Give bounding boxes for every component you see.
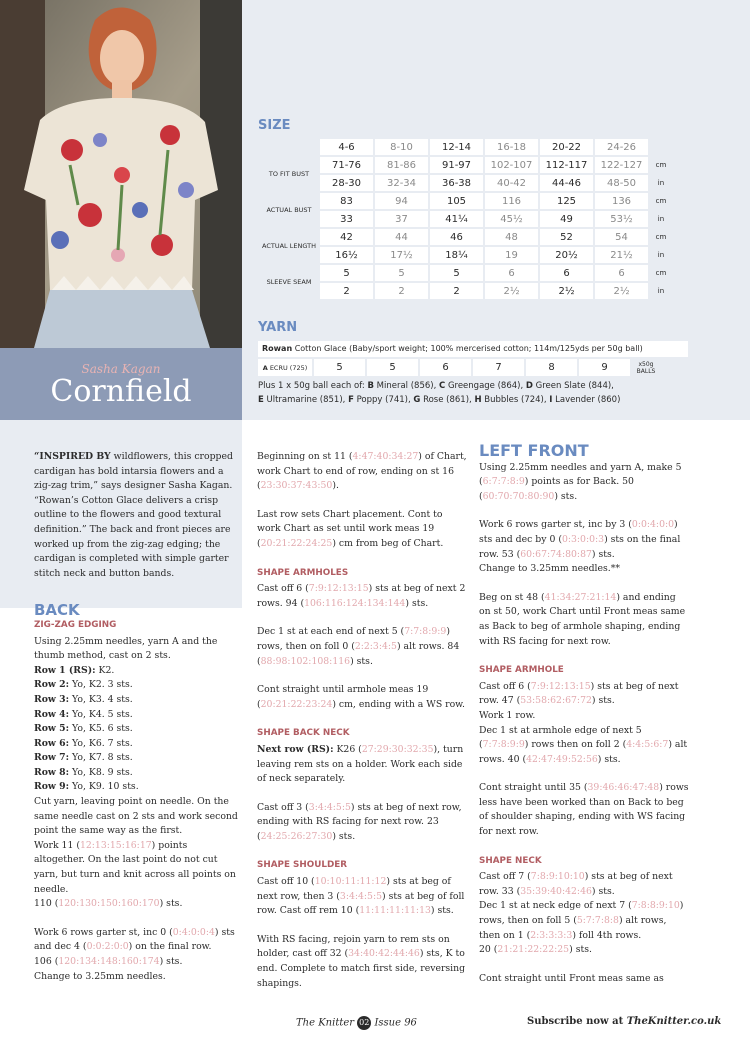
table-cell: 2½ [540,283,593,299]
table-cell: 116 [485,193,538,209]
list-item: Row 5: Yo, K5. 6 sts. [34,723,133,735]
armhole-heading: SHAPE ARMHOLE [479,665,564,676]
table-cell: 48-50 [595,175,648,191]
yarn-description [258,341,688,357]
unit-label: in [650,247,672,263]
table-cell: 7 [473,359,524,376]
unit-label: in [650,175,672,191]
table-cell: 91-97 [430,157,483,173]
size-table [258,137,674,301]
size-heading: SIZE [258,118,291,133]
table-cell: 46 [430,229,483,245]
table-cell: 5 [367,359,418,376]
table-cell: 71-76 [320,157,373,173]
table-cell: 2½ [485,283,538,299]
table-row [260,265,672,281]
row-label: ACTUAL LENGTH [260,229,318,263]
table-cell: 112-117 [540,157,593,173]
table-cell: 2 [375,283,428,299]
back-heading: BACK [34,601,80,620]
unit-label: x50g BALLS [632,359,660,376]
armholes-heading: SHAPE ARMHOLES [257,567,349,578]
table-cell: 49 [540,211,593,227]
list-item: Row 8: Yo, K8. 9 sts. [34,766,133,778]
table-row [260,283,672,299]
size-cell: 20-22 [540,139,593,155]
table-cell: 6 [540,265,593,281]
paragraph: Cast off 6 (7:9:12:13:15) sts at beg of next 2 rows. 94 (106:116:124:134:144) sts. [257,583,466,609]
row-label: SLEEVE SEAM [260,265,318,299]
table-row [260,175,672,191]
neck-heading: SHAPE NECK [479,855,542,866]
unit-label: in [650,283,672,299]
page-number: 02 [357,1016,371,1030]
paragraph: Cut yarn, leaving point on needle. On the same needle cast on 2 sts and work second point the same way as the first. [34,796,238,837]
paragraph: With RS facing, rejoin yarn to rem sts on holder, cast off 32 (34:40:42:44:46) sts, K to end. Complete to match first side, reversing shapings. [257,933,466,989]
table-cell: 45½ [485,211,538,227]
zigzag-intro: Using 2.25mm needles, yarn A and the thumb method, cast on 2 sts. [34,635,218,662]
table-row [260,193,672,209]
shade-label: A ECRU (725) [258,359,312,376]
intro-paragraph: “INSPIRED BY wildflowers, this cropped cardigan has bold intarsia flowers and a zig-zag trim,” says designer Sasha Kagan. “Rowan’s Cotton Glace delivers a crisp outline to the flowers and good textural definition.” The back and front pieces are worked up from the zig-zag edging; the cardigan is completed with simple garter stitch neck and button bands. [34,451,233,579]
column-intro-back [34,450,239,998]
paragraph: Cast off 6 (7:9:12:13:15) sts at beg of next row. 47 (53:58:62:67:72) sts. Work 1 row. Dec 1 st at armhole edge of next 5 (7:7:8:9:9) rows then on foll 2 (4:4:5:6:7) alt rows. 40 (42:47:49:52:56) sts. [479,680,688,765]
table-cell: 5 [314,359,365,376]
table-cell: 5 [430,265,483,281]
cardigan-photo [0,0,242,348]
row-label: ACTUAL BUST [260,193,318,227]
list-item: Row 9: Yo, K9. 10 sts. [34,781,139,793]
size-header-row [260,139,672,155]
paragraph: Cont straight until 35 (39:46:46:47:48) rows less have been worked than on Back to beg of shoulder shaping, ending with WS facing for next row. [479,782,689,838]
list-item: Row 3: Yo, K3. 4 sts. [34,693,133,705]
table-cell: 2 [430,283,483,299]
paragraph: Cast off 10 (10:10:11:11:12) sts at beg of next row, then 3 (3:4:4:5:5) sts at beg of foll row. Cast off rem 10 (11:11:11:11:13) sts. [257,876,465,917]
designer-name: Sasha Kagan [81,362,161,376]
shoulder-heading: SHAPE SHOULDER [257,860,348,871]
unit-label: in [650,211,672,227]
table-cell: 6 [485,265,538,281]
table-cell: 122-127 [595,157,648,173]
table-cell: 32-34 [375,175,428,191]
table-cell: 136 [595,193,648,209]
size-cell: 16-18 [485,139,538,155]
table-cell: 48 [485,229,538,245]
paragraph: Work 6 rows garter st, inc 0 (0:4:0:0:4) sts and dec 4 (0:0:2:0:0) on the final row. 106 (120:134:148:160:174) sts. Change to 3.25mm needles. [34,926,235,982]
list-item: Row 7: Yo, K7. 8 sts. [34,752,133,764]
size-cell: 8-10 [375,139,428,155]
table-cell: 54 [595,229,648,245]
yarn-brand: Rowan [262,344,293,353]
table-cell: 125 [540,193,593,209]
size-cell: 12-14 [430,139,483,155]
unit-label: cm [650,193,672,209]
table-row [260,247,672,263]
list-item: Row 6: Yo, K6. 7 sts. [34,737,133,749]
paragraph: Beg on st 48 (41:34:27:21:14) and ending on st 50, work Chart until Front meas same as Back to beg of armhole shaping, ending with RS facing for next row. [479,591,686,647]
paragraph: Work 11 (12:13:15:16:17) points altogether. On the last point do not cut yarn, but turn and knit across all points on needle. 110 (120:130:150:160:170) sts. [34,839,236,910]
table-cell: 102-107 [485,157,538,173]
footer-subscribe[interactable]: Subscribe now at TheKnitter.co.uk [527,1016,722,1027]
table-cell: 16½ [320,247,373,263]
site-link[interactable]: TheKnitter.co.uk [626,1016,722,1027]
paragraph: Using 2.25mm needles and yarn A, make 5 (6:7:7:8:9) points as for Back. 50 (60:70:70:80:90) sts. [479,461,682,502]
table-cell: 33 [320,211,373,227]
table-cell: 21½ [595,247,648,263]
paragraph: Cont straight until armhole meas 19 (20:21:22:23:24) cm, ending with a WS row. [257,684,465,710]
table-cell: 37 [375,211,428,227]
list-item: Row 2: Yo, K2. 3 sts. [34,679,133,691]
list-item: Row 1 (RS): K2. [34,664,115,676]
table-row [260,211,672,227]
table-cell: 6 [420,359,471,376]
paragraph: Dec 1 st at each end of next 5 (7:7:8:9:9) rows, then on foll 0 (2:2:3:4:5) alt rows. 84 (88:98:102:108:116) sts. [257,626,460,667]
table-cell: 20½ [540,247,593,263]
paragraph: Beginning on st 11 (4:47:40:34:27) of Chart, work Chart to end of row, ending on st 16 (23:30:37:43:50). [257,451,467,492]
table-cell: 41¼ [430,211,483,227]
size-cell: 4-6 [320,139,373,155]
unit-label: cm [650,157,672,173]
table-cell: 6 [595,265,648,281]
table-cell: 83 [320,193,373,209]
table-cell: 5 [375,265,428,281]
title-block [0,348,242,420]
column-back-cont [257,450,467,1005]
table-row [260,157,672,173]
table-cell: 44-46 [540,175,593,191]
table-cell: 17½ [375,247,428,263]
left-front-heading: LEFT FRONT [479,441,589,460]
unit-label: cm [650,229,672,245]
table-cell: 8 [526,359,577,376]
paragraph: Cast off 3 (3:4:4:5:5) sts at beg of next row, ending with RS facing for next row. 23 (24:25:26:27:30) sts. [257,801,462,842]
extra-yarns: Plus 1 x 50g ball each of: B Mineral (856), C Greengage (864), D Green Slate (844), E Ultramarine (851), F Poppy (741), G Rose (861), H Bubbles (724), I Lavender (860) [258,381,621,405]
table-cell: 5 [320,265,373,281]
table-cell: 36-38 [430,175,483,191]
table-cell: 40-42 [485,175,538,191]
table-cell: 2 [320,283,373,299]
paragraph: Cont straight until Front meas same as [479,972,664,984]
paragraph: Next row (RS): K26 (27:29:30:32:35), turn leaving rem sts on a holder. Work each side of neck separately. [257,743,464,785]
column-left-front [479,441,689,1000]
table-row [260,229,672,245]
unit-label: cm [650,265,672,281]
pattern-title: Cornfield [50,374,192,409]
table-cell: 81-86 [375,157,428,173]
table-cell: 9 [579,359,630,376]
row-label: TO FIT BUST [260,157,318,191]
list-item: Row 4: Yo, K4. 5 sts. [34,708,133,720]
yarn-table [256,359,662,376]
table-cell: 28-30 [320,175,373,191]
table-cell: 2½ [595,283,648,299]
table-cell: 42 [320,229,373,245]
yarn-heading: YARN [258,320,298,335]
paragraph: Last row sets Chart placement. Cont to work Chart as set until work meas 19 (20:21:22:24:25) cm from beg of Chart. [257,508,444,549]
zigzag-heading: ZIG-ZAG EDGING [34,619,117,630]
yarn-desc-text: Cotton Glace (Baby/sport weight; 100% mercerised cotton; 114m/125yds per 50g ball) [294,344,643,353]
table-row [258,359,660,376]
table-cell: 53½ [595,211,648,227]
table-cell: 44 [375,229,428,245]
back-neck-heading: SHAPE BACK NECK [257,728,350,739]
table-cell: 52 [540,229,593,245]
size-cell: 24-26 [595,139,648,155]
table-cell: 18¼ [430,247,483,263]
paragraph: Cast off 7 (7:8:9:10:10) sts at beg of next row. 33 (35:39:40:42:46) sts. Dec 1 st at neck edge of next 7 (7:8:8:9:10) rows, then on foll 5 (5:7:7:8:8) alt rows, then on 1 (2:3:3:3:3) foll 4th rows. 20 (21:21:22:22:25) sts. [479,871,684,956]
table-cell: 19 [485,247,538,263]
paragraph: Work 6 rows garter st, inc by 3 (0:0:4:0:0) sts and dec by 0 (0:3:0:0:3) sts on the final row. 53 (60:67:74:80:87) sts. Change to 3.25mm needles.** [479,519,681,575]
footer-magazine: The Knitter 02 Issue 96 [296,1017,417,1029]
table-cell: 105 [430,193,483,209]
table-cell: 94 [375,193,428,209]
